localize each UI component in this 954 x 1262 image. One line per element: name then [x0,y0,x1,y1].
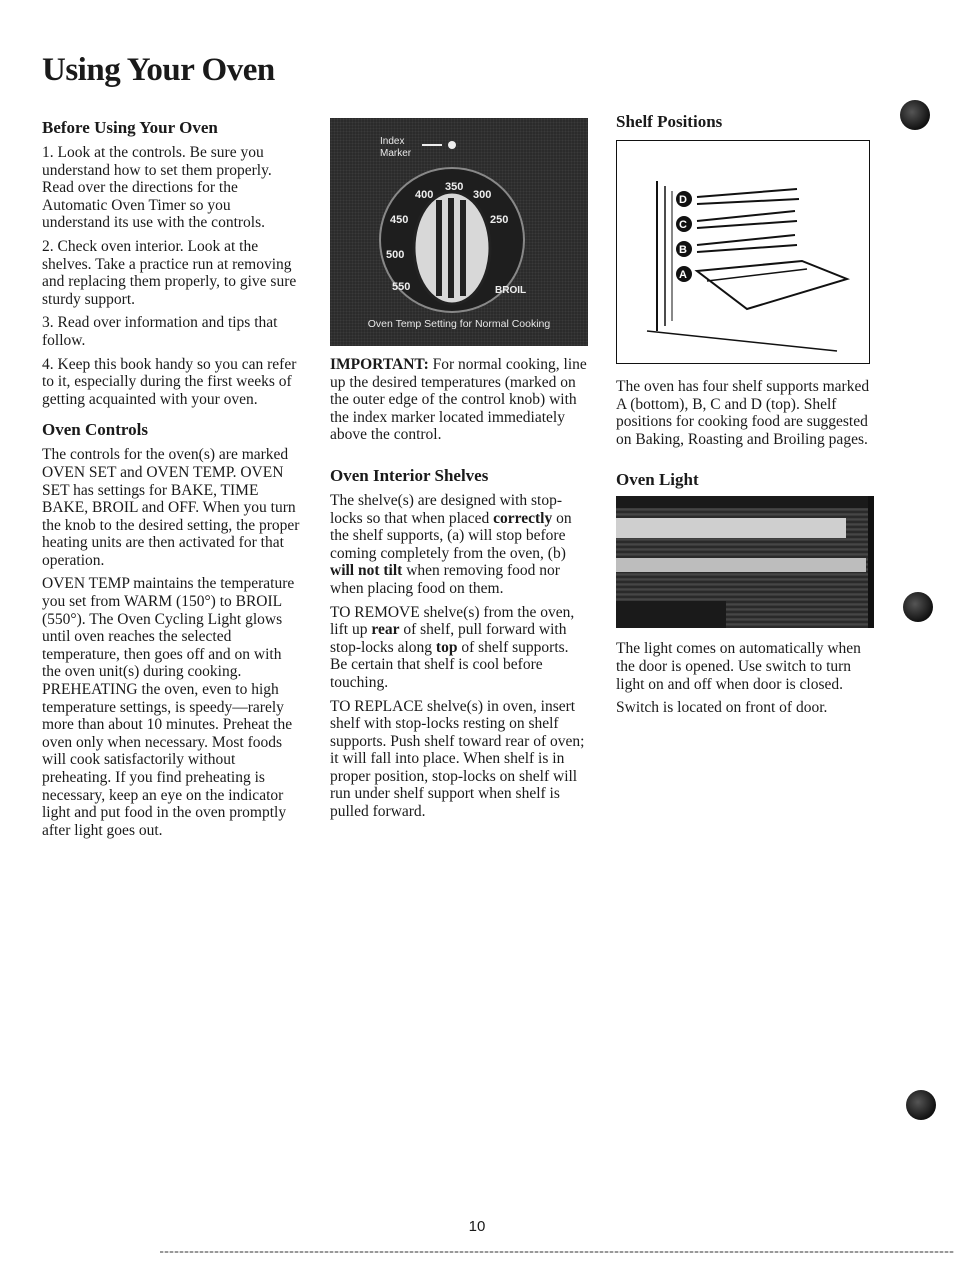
important-text: For normal cooking, line up the desired temperatures (marked on the outer edge of the control knob) with the index marker located immediately above the control. [330,356,587,444]
shelf-positions-diagram [616,140,870,364]
oven-controls-heading: Oven Controls [42,420,148,440]
binder-hole-middle [903,592,933,622]
knob-broil-label: BROIL [495,285,527,296]
before-using-heading: Before Using Your Oven [42,118,218,137]
knob-temp-350: 350 [445,181,464,193]
binder-hole-top [900,100,930,130]
oven-light-photo [616,496,874,628]
shelf-label-a: A [679,269,687,281]
knob-temp-500: 500 [386,249,405,261]
knob-temp-450: 450 [390,214,409,226]
before-using-item-1: 1. Look at the controls. Be sure you understand how to set them properly. Read over the directions for the Automatic Oven Timer so you understand its use with the controls. [42,144,272,232]
shelves-paragraph-1: The shelve(s) are designed with stop-locks so that when placed correctly on the shelf supports, (a) will stop before coming completely from the oven, (b) will not tilt when removing food nor when placing food on them. [330,491,572,597]
oven-light-paragraph-2: Switch is located on front of door. [616,699,828,717]
oven-light-illustration [616,496,874,628]
knob-temp-250: 250 [490,214,509,226]
important-label: IMPORTANT: [330,356,429,373]
before-using-item-2: 2. Check oven interior. Look at the shelves. Take a practice run at removing and replacing them properly, to give sure sturdy support. [42,237,297,308]
oven-light-paragraph-1: The light comes on automatically when the door is opened. Use switch to turn light on and off when door is closed. [616,640,861,693]
middle-column [330,118,588,827]
important-note [330,356,588,444]
knob-temp-550: 550 [392,281,411,293]
shelf-positions-heading: Shelf Positions [616,112,723,131]
before-using-item-3: 3. Read over information and tips that follow. [42,314,278,349]
knob-temp-400: 400 [415,189,434,201]
bottom-rule [160,1251,954,1253]
oven-controls-paragraph-2: OVEN TEMP maintains the temperature you set from WARM (150°) to BROIL (550°). The Oven Cycling Light glows until oven reaches the selected temperature, then goes off and on with the oven unit(s) during cooking. PREHEATING the oven, even to high temperature settings, is speedy—rarely more than about 10 minutes. Preheat the oven only when necessary. Most foods will cook satisfactorily without preheating. If you find preheating is necessary, keep an eye on the indicator light and put food in the oven promptly after light goes out. [42,575,295,839]
shelf-label-d: D [679,194,687,206]
right-column [616,112,876,723]
shelf-label-c: C [679,219,687,231]
shelf-positions-text: The oven has four shelf supports marked A (bottom), B, C and D (top). Shelf positions for cooking food are suggested on Baking, Roasting and Broiling pages. [616,378,870,448]
page-title: Using Your Oven [42,52,275,88]
shelves-paragraph-3: TO REPLACE shelve(s) in oven, insert shelf with stop-locks resting on shelf supports. Push shelf toward rear of oven; it will fall into place. When shelf is in proper position, stop-locks on shelf will run under shelf support when shelf is pulled forward. [330,697,585,821]
index-marker-label: Index Marker [380,136,412,159]
knob-caption: Oven Temp Setting for Normal Cooking [367,318,551,331]
oven-controls-paragraph-1: The controls for the oven(s) are marked OVEN SET and OVEN TEMP. OVEN SET has settings for BAKE, TIME BAKE, BROIL and OFF. When you turn the knob to the desired setting, the proper heating units are then activated for that operation. [42,446,300,569]
oven-knob-illustration [330,118,588,346]
binder-hole-bottom [906,1090,936,1120]
page-number: 10 [468,1218,486,1235]
before-using-item-4: 4. Keep this book handy so you can refer to it, especially during the first weeks of getting acquainted with your oven. [42,355,297,408]
oven-interior-shelves-heading: Oven Interior Shelves [330,465,489,485]
shelf-diagram-illustration [617,141,869,363]
shelves-paragraph-2: TO REMOVE shelve(s) from the oven, lift up rear of shelf, pull forward with stop-locks along top of shelf supports. Be certain that shelf is cool before touching. [330,603,575,691]
left-column [42,118,300,845]
knob-temp-300: 300 [473,189,492,201]
oven-temp-knob-photo [330,118,588,346]
shelf-label-b: B [679,244,687,256]
oven-light-heading: Oven Light [616,470,699,490]
